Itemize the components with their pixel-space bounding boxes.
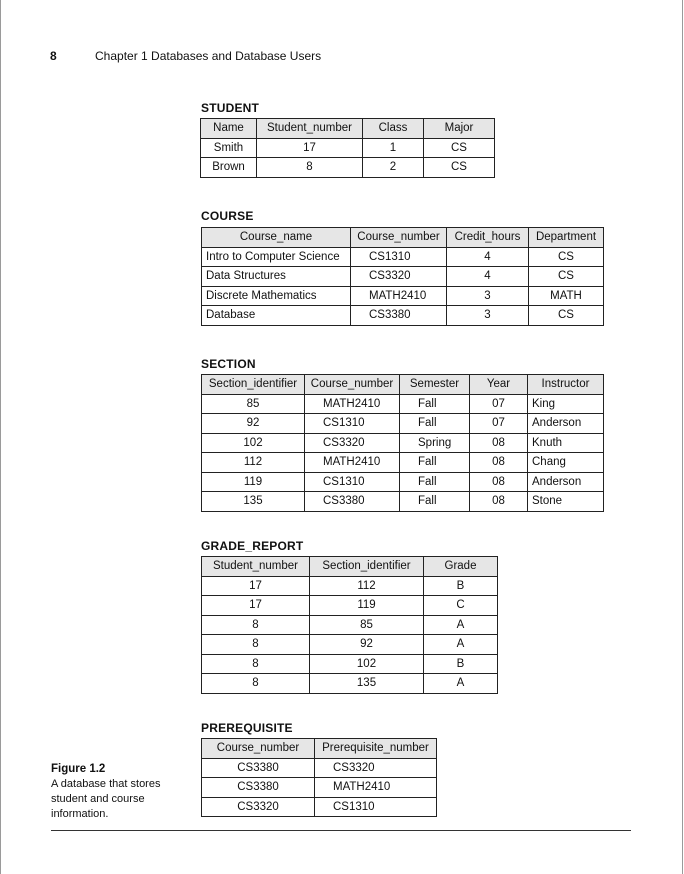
table-cell: A <box>424 674 498 694</box>
table-cell: CS3380 <box>202 758 315 778</box>
table-row <box>201 138 495 158</box>
column-header: Credit_hours <box>447 228 529 248</box>
table-cell: 85 <box>202 394 305 414</box>
column-header: Instructor <box>528 375 604 395</box>
table-cell: 4 <box>447 247 529 267</box>
column-header: Course_name <box>202 228 351 248</box>
table-cell: Database <box>202 306 351 326</box>
table-row <box>202 778 437 798</box>
table-row <box>202 492 604 512</box>
table-cell: 07 <box>470 414 528 434</box>
column-header: Year <box>470 375 528 395</box>
table-cell: Fall <box>400 414 470 434</box>
table-cell: CS3380 <box>202 778 315 798</box>
table-cell: 3 <box>447 286 529 306</box>
table-header-row <box>202 739 437 759</box>
table-title-prerequisite: PREREQUISITE <box>201 721 293 735</box>
table-cell: 8 <box>257 158 363 178</box>
figure-caption-text: A database that stores student and course information. <box>51 778 161 820</box>
section-table <box>201 374 604 512</box>
table-cell: CS3320 <box>315 758 437 778</box>
table-cell: Chang <box>528 453 604 473</box>
prerequisite-table <box>201 738 437 817</box>
table-cell: 17 <box>202 576 310 596</box>
table-cell: CS3320 <box>202 797 315 817</box>
table-cell: MATH2410 <box>315 778 437 798</box>
table-cell: CS1310 <box>351 247 447 267</box>
table-cell: 102 <box>310 654 424 674</box>
table-title-section: SECTION <box>201 357 256 371</box>
table-cell: MATH2410 <box>305 394 400 414</box>
table-row <box>202 394 604 414</box>
table-cell: 17 <box>257 138 363 158</box>
table-cell: MATH <box>529 286 604 306</box>
table-cell: 8 <box>202 674 310 694</box>
column-header: Section_identifier <box>310 557 424 577</box>
table-row <box>202 596 498 616</box>
table-cell: CS3320 <box>351 267 447 287</box>
table-header-row <box>201 119 495 139</box>
table-cell: Fall <box>400 394 470 414</box>
table-row <box>202 758 437 778</box>
column-header: Student_number <box>202 557 310 577</box>
table-cell: 112 <box>310 576 424 596</box>
column-header: Grade <box>424 557 498 577</box>
table-cell: CS3380 <box>305 492 400 512</box>
table-cell: 07 <box>470 394 528 414</box>
course-table <box>201 227 604 326</box>
figure-caption-title: Figure 1.2 <box>51 763 106 775</box>
table-row <box>202 654 498 674</box>
table-cell: 102 <box>202 433 305 453</box>
figure-caption <box>51 762 181 822</box>
column-header: Class <box>363 119 424 139</box>
table-header-row <box>202 375 604 395</box>
column-header: Course_number <box>351 228 447 248</box>
table-row <box>202 635 498 655</box>
column-header: Department <box>529 228 604 248</box>
table-cell: Smith <box>201 138 257 158</box>
table-header-row <box>202 228 604 248</box>
table-cell: Brown <box>201 158 257 178</box>
column-header: Major <box>424 119 495 139</box>
column-header: Student_number <box>257 119 363 139</box>
table-cell: Stone <box>528 492 604 512</box>
table-cell: 2 <box>363 158 424 178</box>
table-cell: B <box>424 654 498 674</box>
table-cell: 8 <box>202 615 310 635</box>
table-cell: 85 <box>310 615 424 635</box>
bottom-rule <box>51 830 631 831</box>
table-cell: Discrete Mathematics <box>202 286 351 306</box>
page-number: 8 <box>50 49 57 63</box>
grade-report-table <box>201 556 498 694</box>
table-cell: Spring <box>400 433 470 453</box>
column-header: Course_number <box>202 739 315 759</box>
table-cell: CS1310 <box>305 472 400 492</box>
table-cell: CS1310 <box>315 797 437 817</box>
column-header: Section_identifier <box>202 375 305 395</box>
table-cell: Fall <box>400 453 470 473</box>
table-cell: CS3320 <box>305 433 400 453</box>
page-edge-right <box>682 0 683 874</box>
table-cell: CS <box>529 247 604 267</box>
table-cell: 92 <box>202 414 305 434</box>
table-row <box>202 414 604 434</box>
table-row <box>202 433 604 453</box>
table-cell: Intro to Computer Science <box>202 247 351 267</box>
table-row <box>202 674 498 694</box>
table-cell: 17 <box>202 596 310 616</box>
table-cell: King <box>528 394 604 414</box>
table-title-course: COURSE <box>201 209 254 223</box>
table-cell: A <box>424 635 498 655</box>
table-cell: CS <box>424 138 495 158</box>
table-row <box>201 158 495 178</box>
table-cell: 135 <box>202 492 305 512</box>
table-cell: 08 <box>470 453 528 473</box>
table-cell: Data Structures <box>202 267 351 287</box>
table-cell: Knuth <box>528 433 604 453</box>
table-cell: CS <box>529 267 604 287</box>
table-cell: 112 <box>202 453 305 473</box>
table-cell: CS3380 <box>351 306 447 326</box>
student-table <box>200 118 495 178</box>
table-cell: 8 <box>202 654 310 674</box>
table-cell: 08 <box>470 433 528 453</box>
table-cell: 3 <box>447 306 529 326</box>
table-row <box>202 576 498 596</box>
table-row <box>202 247 604 267</box>
table-cell: A <box>424 615 498 635</box>
table-cell: MATH2410 <box>351 286 447 306</box>
table-cell: Anderson <box>528 414 604 434</box>
table-row <box>202 797 437 817</box>
table-cell: 08 <box>470 472 528 492</box>
table-cell: 08 <box>470 492 528 512</box>
table-row <box>202 453 604 473</box>
column-header: Course_number <box>305 375 400 395</box>
table-row <box>202 267 604 287</box>
table-cell: Anderson <box>528 472 604 492</box>
table-cell: 8 <box>202 635 310 655</box>
column-header: Prerequisite_number <box>315 739 437 759</box>
chapter-header: Chapter 1 Databases and Database Users <box>95 49 322 63</box>
table-cell: CS <box>424 158 495 178</box>
table-cell: 135 <box>310 674 424 694</box>
table-cell: 119 <box>310 596 424 616</box>
table-cell: 4 <box>447 267 529 287</box>
table-cell: B <box>424 576 498 596</box>
table-cell: C <box>424 596 498 616</box>
table-cell: 119 <box>202 472 305 492</box>
column-header: Name <box>201 119 257 139</box>
table-cell: MATH2410 <box>305 453 400 473</box>
table-cell: CS1310 <box>305 414 400 434</box>
table-cell: CS <box>529 306 604 326</box>
table-cell: 1 <box>363 138 424 158</box>
table-title-student: STUDENT <box>201 101 260 115</box>
table-cell: Fall <box>400 472 470 492</box>
table-cell: Fall <box>400 492 470 512</box>
table-row <box>202 306 604 326</box>
column-header: Semester <box>400 375 470 395</box>
table-row <box>202 472 604 492</box>
table-header-row <box>202 557 498 577</box>
table-row <box>202 286 604 306</box>
table-title-grade-report: GRADE_REPORT <box>201 539 304 553</box>
page-edge-left <box>0 0 1 874</box>
table-row <box>202 615 498 635</box>
table-cell: 92 <box>310 635 424 655</box>
